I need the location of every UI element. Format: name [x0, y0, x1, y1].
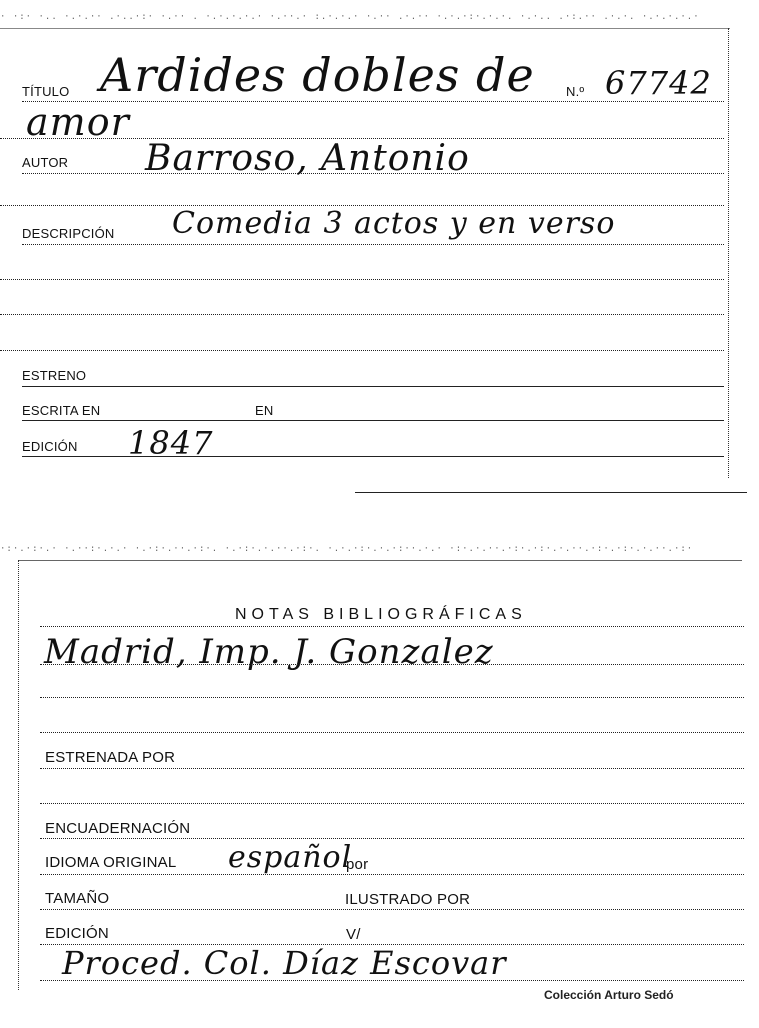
- ilustrado-label: ILUSTRADO POR: [345, 891, 471, 908]
- en-label: EN: [255, 403, 274, 418]
- escrita-en-line: [22, 420, 724, 421]
- estrenada-por-label: ESTRENADA POR: [45, 749, 176, 766]
- numero-value: 67742: [605, 64, 712, 102]
- coleccion-footer: Colección Arturo Sedó: [544, 988, 674, 1002]
- procedencia-line: [40, 980, 744, 981]
- encuadernacion-label: ENCUADERNACIÓN: [45, 820, 191, 837]
- notas-line-4: [40, 732, 744, 733]
- titulo-value: Ardides dobles de: [100, 48, 535, 102]
- notas-heading: NOTAS BIBLIOGRÁFICAS: [235, 606, 527, 623]
- procedencia-value: Proced. Col. Díaz Escovar: [62, 944, 507, 982]
- card-bottom-border: [355, 492, 747, 493]
- descripcion-label: DESCRIPCIÓN: [22, 226, 115, 241]
- por-label: por: [346, 856, 369, 873]
- estrenada-por-line: [40, 768, 744, 769]
- numero-label: N.º: [566, 84, 585, 99]
- descripcion-line: [22, 244, 724, 245]
- estreno-label: ESTRENO: [22, 368, 87, 383]
- edicion-label: EDICIÓN: [22, 439, 78, 454]
- v-label: V/: [346, 926, 361, 943]
- idioma-label: IDIOMA ORIGINAL: [45, 854, 177, 871]
- catalog-card-notes: [0, 540, 759, 1028]
- titulo-value-continued: amor: [26, 100, 130, 144]
- encuadernacion-line: [40, 838, 744, 839]
- notas-value: Madrid, Imp. J. Gonzalez: [44, 632, 494, 672]
- escrita-en-label: ESCRITA EN: [22, 403, 101, 418]
- card-right-border: [728, 28, 729, 478]
- edicion-line: [22, 456, 724, 457]
- idioma-line: [40, 874, 744, 875]
- card2-top-border: [18, 560, 742, 561]
- titulo-label: TÍTULO: [22, 84, 70, 99]
- edicion-value: 1847: [128, 424, 214, 462]
- card-top-edge: · ·:· ·.. ·.·.·· .·..·:· ·.·· . ·.·.·.·.· ·.··.· :.·.·.· ·.·· .·.·· ·.·.·:·.·.·. ·.·.. .·:.·· .·.·. ·.·.·.·.·: [0, 12, 700, 22]
- autor-line: [22, 173, 724, 174]
- notas-line-3: [40, 697, 744, 698]
- card-top-border: [0, 28, 730, 29]
- estreno-line: [22, 386, 724, 387]
- autor-label: AUTOR: [22, 155, 69, 170]
- notas-line-2: [40, 664, 744, 665]
- descripcion-value: Comedia 3 actos y en verso: [172, 206, 616, 241]
- edicion2-label: EDICIÓN: [45, 925, 109, 942]
- idioma-value: español: [228, 840, 353, 875]
- notas-line-1: [40, 626, 744, 627]
- tamano-line: [40, 909, 744, 910]
- blank-line-3: [0, 314, 724, 315]
- blank-line-4: [0, 350, 724, 351]
- autor-value: Barroso, Antonio: [145, 138, 470, 179]
- notas-line-5: [40, 803, 744, 804]
- card2-top-edge: ·:·.·:·.· ·.··:·.·.· ·.·:·.··.·:·. ·.·:·.·.··.·:·. ·.·.·:·.·.·:··.·.· ·:·.·.··.·:·.·:·.·.··.·:·.·:·.·.··.·:·: [0, 544, 694, 554]
- card2-left-border: [18, 560, 19, 990]
- tamano-label: TAMAÑO: [45, 890, 110, 907]
- catalog-card-main: [0, 0, 759, 500]
- blank-line-2: [0, 279, 724, 280]
